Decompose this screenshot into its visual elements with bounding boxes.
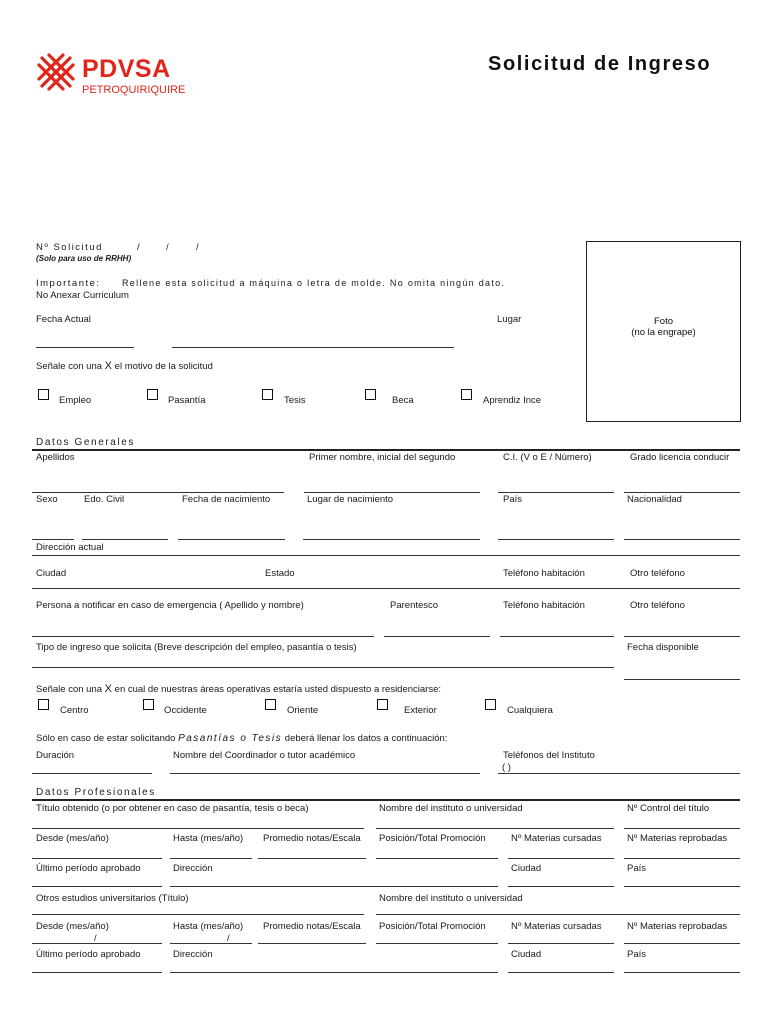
- lugar-field[interactable]: [172, 347, 454, 348]
- ciudad-instituto-field[interactable]: [508, 886, 614, 887]
- logo-subtitle: PETROQUIRIQUIRE: [82, 84, 186, 96]
- emergencia-field[interactable]: [32, 636, 374, 637]
- solicitud-label: Nº Solicitud: [36, 242, 103, 253]
- hasta-label: Hasta (mes/año): [173, 833, 244, 844]
- emergencia-otro-telefono-label: Otro teléfono: [630, 600, 685, 611]
- ci-label: C.I. (V o E / Número): [503, 452, 592, 463]
- telefonos-instituto-field[interactable]: [498, 773, 740, 774]
- checkbox-pasantia[interactable]: [147, 389, 158, 400]
- fecha-disponible-field[interactable]: [624, 679, 740, 680]
- otros-pais-label: País: [627, 949, 647, 960]
- photo-note: (no la engrape): [631, 327, 696, 338]
- important-text: Rellene esta solicitud a máquina o letra de molde. No omita ningún dato.: [122, 278, 506, 288]
- fecha-disponible-label: Fecha disponible: [627, 642, 699, 653]
- parentesco-field[interactable]: [384, 636, 490, 637]
- section-divider: [32, 449, 740, 451]
- fecha-actual-label: Fecha Actual: [36, 314, 91, 325]
- pais-instituto-field[interactable]: [624, 886, 740, 887]
- checkbox-tesis[interactable]: [262, 389, 273, 400]
- otros-promedio-label: Promedio notas/Escala: [263, 921, 361, 932]
- otro-telefono-label: Otro teléfono: [630, 568, 685, 579]
- section-datos-profesionales: Datos Profesionales: [36, 787, 156, 798]
- grado-licencia-field[interactable]: [624, 492, 740, 493]
- titulo-obtenido-field[interactable]: [32, 828, 364, 829]
- telefono-habitacion-label: Teléfono habitación: [503, 568, 585, 579]
- otros-posicion-field[interactable]: [376, 943, 498, 944]
- solicitud-note: (Solo para uso de RRHH): [36, 254, 132, 263]
- otros-hasta-label: Hasta (mes/año): [173, 921, 244, 932]
- fecha-nacimiento-label: Fecha de nacimiento: [182, 494, 271, 505]
- otros-materias-reprobadas-label: Nº Materias reprobadas: [627, 921, 728, 932]
- emergencia-telefono-field[interactable]: [500, 636, 614, 637]
- photo-box[interactable]: [586, 241, 741, 422]
- checkbox-aprendiz-ince[interactable]: [461, 389, 472, 400]
- materias-cursadas-field[interactable]: [508, 858, 614, 859]
- motivo-aprendiz-label: Aprendiz Ince: [483, 395, 542, 406]
- emergencia-otro-telefono-field[interactable]: [624, 636, 740, 637]
- area-centro-label: Centro: [60, 705, 89, 716]
- desde-label: Desde (mes/año): [36, 833, 109, 844]
- otros-ciudad-label: Ciudad: [511, 949, 542, 960]
- checkbox-beca[interactable]: [365, 389, 376, 400]
- apellidos-label: Apellidos: [36, 452, 75, 463]
- grado-licencia-label: Grado licencia conducir: [630, 452, 730, 463]
- section-datos-generales: Datos Generales: [36, 437, 136, 448]
- otros-ultimo-periodo-label: Último período aprobado: [36, 949, 141, 960]
- solicitud-slash-1: /: [137, 242, 140, 253]
- tipo-ingreso-field[interactable]: [32, 667, 614, 668]
- sexo-label: Sexo: [36, 494, 58, 505]
- area-exterior-label: Exterior: [404, 705, 437, 716]
- otros-instituto-field[interactable]: [376, 914, 740, 915]
- pdvsa-logo: [36, 48, 196, 104]
- apellidos-field[interactable]: [32, 492, 284, 493]
- lugar-nacimiento-label: Lugar de nacimiento: [307, 494, 394, 505]
- direccion-actual-field[interactable]: [32, 555, 740, 556]
- emergencia-label: Persona a notificar en caso de emergencia ( Apellido y nombre): [36, 600, 304, 611]
- otros-desde-slash: /: [94, 933, 97, 944]
- fecha-actual-field[interactable]: [36, 347, 134, 348]
- pais-instituto-label: País: [627, 863, 647, 874]
- areas-instruction: Señale con una X en cual de nuestras áreas operativas estaría usted dispuesto a residenciarse:: [36, 683, 442, 695]
- no-anexar-note: No Anexar Curriculum: [36, 290, 129, 301]
- instituto-label: Nombre del instituto o universidad: [379, 803, 523, 814]
- otros-direccion-field[interactable]: [170, 972, 498, 973]
- direccion-actual-label: Dirección actual: [36, 542, 104, 553]
- parentesco-label: Parentesco: [390, 600, 439, 611]
- section-divider: [32, 799, 740, 801]
- otros-materias-cursadas-field[interactable]: [508, 943, 614, 944]
- otros-estudios-label: Otros estudios universitarios (Título): [36, 893, 189, 904]
- important-label: Importante:: [36, 278, 101, 289]
- materias-reprobadas-label: Nº Materias reprobadas: [627, 833, 728, 844]
- ciudad-label: Ciudad: [36, 568, 67, 579]
- posicion-label: Posición/Total Promoción: [379, 833, 486, 844]
- civil-field[interactable]: [82, 539, 168, 540]
- promedio-label: Promedio notas/Escala: [263, 833, 361, 844]
- pais-label: País: [503, 494, 523, 505]
- lugar-nacimiento-field[interactable]: [303, 539, 480, 540]
- emergencia-telefono-label: Teléfono habitación: [503, 600, 585, 611]
- ciudad-estado-field[interactable]: [32, 588, 740, 589]
- otros-materias-cursadas-label: Nº Materias cursadas: [511, 921, 602, 932]
- motivo-pasantia-label: Pasantía: [168, 395, 206, 406]
- coordinador-field[interactable]: [170, 773, 480, 774]
- checkbox-centro[interactable]: [38, 699, 49, 710]
- titulo-obtenido-label: Título obtenido (o por obtener en caso de pasantía, tesis o beca): [36, 803, 309, 814]
- sexo-field[interactable]: [32, 539, 74, 540]
- checkbox-oriente[interactable]: [265, 699, 276, 710]
- materias-reprobadas-field[interactable]: [624, 858, 740, 859]
- otros-direccion-label: Dirección: [173, 949, 213, 960]
- hasta-field[interactable]: [170, 858, 252, 859]
- coordinador-label: Nombre del Coordinador o tutor académico: [173, 750, 356, 761]
- otros-hasta-field[interactable]: [170, 943, 252, 944]
- materias-cursadas-label: Nº Materias cursadas: [511, 833, 602, 844]
- otros-desde-label: Desde (mes/año): [36, 921, 109, 932]
- otros-hasta-slash: /: [227, 933, 230, 944]
- nacionalidad-field[interactable]: [624, 539, 740, 540]
- checkbox-cualquiera[interactable]: [485, 699, 496, 710]
- estado-label: Estado: [265, 568, 295, 579]
- lugar-label: Lugar: [497, 314, 522, 325]
- nacionalidad-label: Nacionalidad: [627, 494, 682, 505]
- otros-posicion-label: Posición/Total Promoción: [379, 921, 486, 932]
- otros-desde-field[interactable]: [32, 943, 162, 944]
- posicion-field[interactable]: [376, 858, 498, 859]
- motivo-beca-label: Beca: [392, 395, 414, 406]
- pdvsa-sun-icon: [36, 52, 76, 92]
- direccion-instituto-label: Dirección: [173, 863, 213, 874]
- civil-label: Edo. Civil: [84, 494, 125, 505]
- primer-nombre-label: Primer nombre, inicial del segundo: [309, 452, 456, 463]
- motivo-instruction: Señale con una X el motivo de la solicitud: [36, 360, 213, 372]
- ci-field[interactable]: [498, 492, 614, 493]
- pais-field[interactable]: [498, 539, 614, 540]
- logo-brand: PDVSA: [82, 55, 171, 83]
- ciudad-instituto-label: Ciudad: [511, 863, 542, 874]
- promedio-field[interactable]: [258, 858, 366, 859]
- solicitud-slash-2: /: [166, 242, 169, 253]
- fecha-nacimiento-field[interactable]: [178, 539, 285, 540]
- control-titulo-field[interactable]: [624, 828, 740, 829]
- checkbox-exterior[interactable]: [377, 699, 388, 710]
- ultimo-periodo-label: Último período aprobado: [36, 863, 141, 874]
- otros-instituto-label: Nombre del instituto o universidad: [379, 893, 523, 904]
- area-oriente-label: Oriente: [287, 705, 319, 716]
- solicitud-slash-3: /: [196, 242, 199, 253]
- otros-promedio-field[interactable]: [258, 943, 366, 944]
- duracion-label: Duración: [36, 750, 75, 761]
- area-occidente-label: Occidente: [164, 705, 207, 716]
- otros-estudios-field[interactable]: [32, 914, 364, 915]
- checkbox-empleo[interactable]: [38, 389, 49, 400]
- otros-materias-reprobadas-field[interactable]: [624, 943, 740, 944]
- area-cualquiera-label: Cualquiera: [507, 705, 553, 716]
- telefono-instituto-area-code: ( ): [502, 762, 511, 773]
- telefonos-instituto-label: Teléfonos del Instituto: [503, 750, 595, 761]
- checkbox-occidente[interactable]: [143, 699, 154, 710]
- motivo-empleo-label: Empleo: [59, 395, 92, 406]
- desde-field[interactable]: [32, 858, 162, 859]
- motivo-tesis-label: Tesis: [284, 395, 306, 406]
- form-title: Solicitud de Ingreso: [488, 53, 712, 75]
- otros-pais-field[interactable]: [624, 972, 740, 973]
- solo-caso-instruction: Sólo en caso de estar solicitando Pasantías o Tesis deberá llenar los datos a continuación:: [36, 733, 448, 744]
- otros-ultimo-periodo-field[interactable]: [32, 972, 162, 973]
- photo-label: Foto: [653, 316, 673, 327]
- control-titulo-label: Nº Control del título: [627, 803, 710, 814]
- duracion-field[interactable]: [32, 773, 152, 774]
- direccion-instituto-field[interactable]: [170, 886, 498, 887]
- ultimo-periodo-field[interactable]: [32, 886, 162, 887]
- instituto-field[interactable]: [376, 828, 614, 829]
- tipo-ingreso-label: Tipo de ingreso que solicita (Breve descripción del empleo, pasantía o tesis): [36, 642, 357, 653]
- primer-nombre-field[interactable]: [304, 492, 480, 493]
- otros-ciudad-field[interactable]: [508, 972, 614, 973]
